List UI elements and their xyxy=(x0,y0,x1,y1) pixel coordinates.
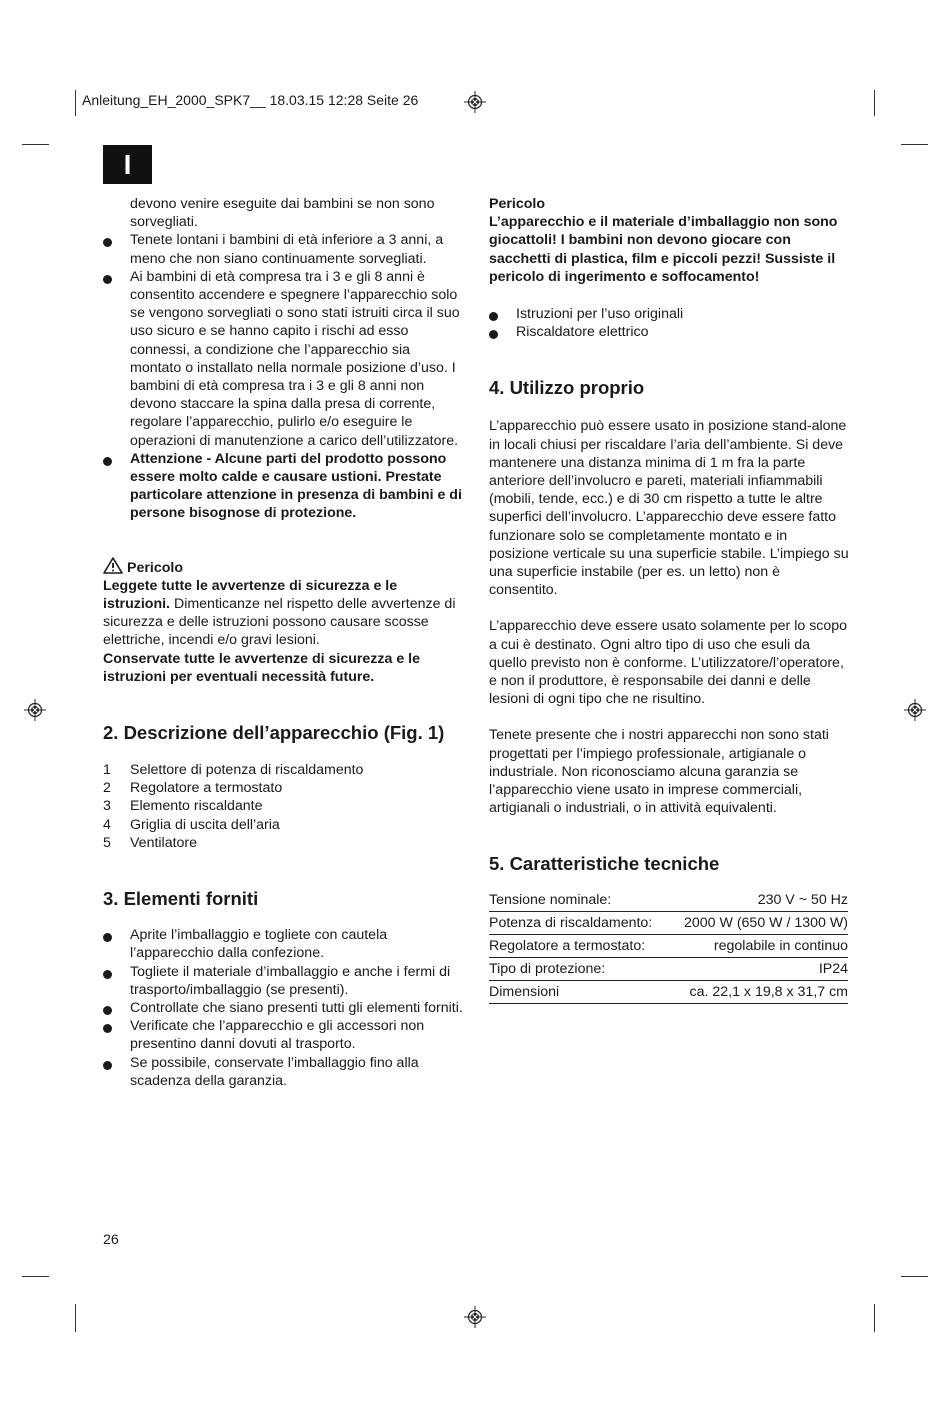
spec-value: ca. 22,1 x 19,8 x 31,7 cm xyxy=(668,981,848,1004)
crop-mark xyxy=(75,90,76,116)
usage-paragraph: L’apparecchio deve essere usato solamente per lo scopo a cui è destinato. Ogni altro tipo di uso che esuli da quello previsto non è conforme. L’utilizzatore/l’operatore, e non il produttore, è responsabile dei danni e delle lesioni di ogni tipo che ne risultino. xyxy=(489,618,848,708)
table-row xyxy=(489,912,848,935)
registration-mark-icon xyxy=(464,1306,486,1328)
list-item: Verificate che l’apparecchio e gli accessori non presentino danni dovuti al trasporto. xyxy=(103,1017,465,1053)
registration-mark-icon xyxy=(904,699,926,721)
warning-heading xyxy=(103,557,465,577)
warning-triangle-icon xyxy=(103,557,123,574)
technical-specs-table xyxy=(489,889,848,1004)
list-item: Tenete lontani i bambini di età inferiore a 3 anni, a meno che non siano continuamente sorvegliati. xyxy=(103,231,465,267)
list-item: 3 Elemento riscaldante xyxy=(103,798,263,815)
spec-label: Dimensioni xyxy=(489,981,668,1004)
right-column xyxy=(489,195,849,1004)
list-item: 4 Griglia di uscita dell’aria xyxy=(103,816,280,833)
intro-continuation: devono venire eseguite dai bambini se non sono sorvegliati. xyxy=(130,196,435,231)
page-number: 26 xyxy=(103,1232,119,1248)
list-item: 5 Ventilatore xyxy=(103,834,198,851)
list-item: Attenzione - Alcune parti del prodotto possono essere molto calde e causare ustioni. Prestate particolare attenzione in presenza di bambini e di persone bisognose di protezione. xyxy=(103,450,465,523)
list-item: Istruzioni per l’uso originali xyxy=(489,305,849,323)
usage-paragraph: L’apparecchio può essere usato in posizione stand-alone in locali chiusi per riscaldare l’aria dell’ambiente. Si deve mantenere una distanza minima di 1 m fra la parte anteriore dell’involucro e pareti, materiali infiammabili (mobili, tende, ecc.) e di 30 cm rispetto a tutte le altre superfici dell’involucro. L’apparecchio deve essere fatto funzionare solo se completamente montato e in posizione verticale su una superficie stabile. L’impiego su una superficie instabile (per es. un letto) non è consentito. xyxy=(489,418,849,599)
table-row xyxy=(489,889,848,912)
spec-label: Tipo di protezione: xyxy=(489,958,668,981)
usage-paragraph: Tenete presente che i nostri apparecchi non sono stati progettati per l’impiego professionale, artigianale o industriale. Non riconosciamo alcuna garanzia se l’apparecchio viene usato in imprese commerciali, artigianali o industriali, o in attività equivalenti. xyxy=(489,727,829,817)
parts-list xyxy=(103,761,465,852)
danger-title: Pericolo xyxy=(489,196,545,212)
spec-value: IP24 xyxy=(668,958,848,981)
crop-mark xyxy=(22,144,49,145)
registration-mark-icon xyxy=(464,91,486,113)
language-marker: I xyxy=(103,145,152,184)
spec-label: Tensione nominale: xyxy=(489,889,668,912)
registration-mark-icon xyxy=(24,699,46,721)
crop-mark xyxy=(901,144,928,145)
warning-paragraph xyxy=(103,577,465,650)
safety-bullet-list xyxy=(103,231,465,522)
section-2-title: 2. Descrizione dell’apparecchio (Fig. 1) xyxy=(103,722,445,744)
list-item: Riscaldatore elettrico xyxy=(489,323,849,341)
warning-text: Dimenticanze nel rispetto delle avvertenze di sicurezza e delle istruzioni possono causare scosse elettriche, incendi e/o gravi lesioni. xyxy=(103,596,456,649)
table-row xyxy=(489,981,848,1004)
section-4-title: 4. Utilizzo proprio xyxy=(489,377,645,399)
warning-bold-text: Leggete tutte le avvertenze di sicurezza e le istruzioni. xyxy=(103,577,398,613)
list-item: Se possibile, conservate l’imballaggio fino alla scadenza della garanzia. xyxy=(103,1054,465,1090)
delivery-steps-list xyxy=(103,926,465,1090)
crop-mark xyxy=(874,90,875,116)
spec-value: 2000 W (650 W / 1300 W) xyxy=(668,912,848,935)
crop-mark xyxy=(901,1276,928,1277)
list-item: Ai bambini di età compresa tra i 3 e gli 8 anni è consentito accendere e spegnere l’apparecchio solo se vengono sorvegliati o sono stati istruiti circa il suo uso sicuro e se hanno capito i rischi ad esso connessi, a condizione che l’apparecchio sia montato o installato nella normale posizione d’uso. I bambini di età compresa tra i 3 e gli 8 anni non devono staccare la spina dalla presa di corrente, regolare l’apparecchio, pulirlo e/o eseguire le operazioni di manutenzione a carico dell’utilizzatore. xyxy=(103,268,465,450)
crop-mark xyxy=(874,1304,875,1332)
print-slug: Anleitung_EH_2000_SPK7__ 18.03.15 12:28 Seite 26 xyxy=(82,92,419,108)
section-3-title: 3. Elementi forniti xyxy=(103,888,259,910)
section-5-title: 5. Caratteristiche tecniche xyxy=(489,853,720,875)
spec-value: regolabile in continuo xyxy=(668,935,848,958)
list-item: Togliete il materiale d’imballaggio e anche i fermi di trasporto/imballaggio (se presenti). xyxy=(103,963,465,999)
crop-mark xyxy=(22,1276,49,1277)
delivered-items-list xyxy=(489,305,849,341)
list-item: Aprite l’imballaggio e togliete con cautela l’apparecchio dalla confezione. xyxy=(103,926,465,962)
warning-keep-instructions: Conservate tutte le avvertenze di sicurezza e le istruzioni per eventuali necessità future. xyxy=(103,650,420,685)
table-row xyxy=(489,935,848,958)
danger-text: L’apparecchio e il materiale d’imballaggio non sono giocattoli! I bambini non devono giocare con sacchetti di plastica, film e piccoli pezzi! Sussiste il pericolo di ingerimento e soffocamento! xyxy=(489,214,838,285)
warning-title: Pericolo xyxy=(127,559,183,576)
spec-label: Potenza di riscaldamento: xyxy=(489,912,668,935)
table-row xyxy=(489,958,848,981)
list-item: 2 Regolatore a termostato xyxy=(103,780,283,797)
list-item: 1 Selettore di potenza di riscaldamento xyxy=(103,762,364,779)
spec-label: Regolatore a termostato: xyxy=(489,935,668,958)
crop-mark xyxy=(75,1304,76,1332)
left-column xyxy=(103,195,465,1090)
list-item: Controllate che siano presenti tutti gli elementi forniti. xyxy=(103,999,465,1017)
spec-value: 230 V ~ 50 Hz xyxy=(668,889,848,912)
